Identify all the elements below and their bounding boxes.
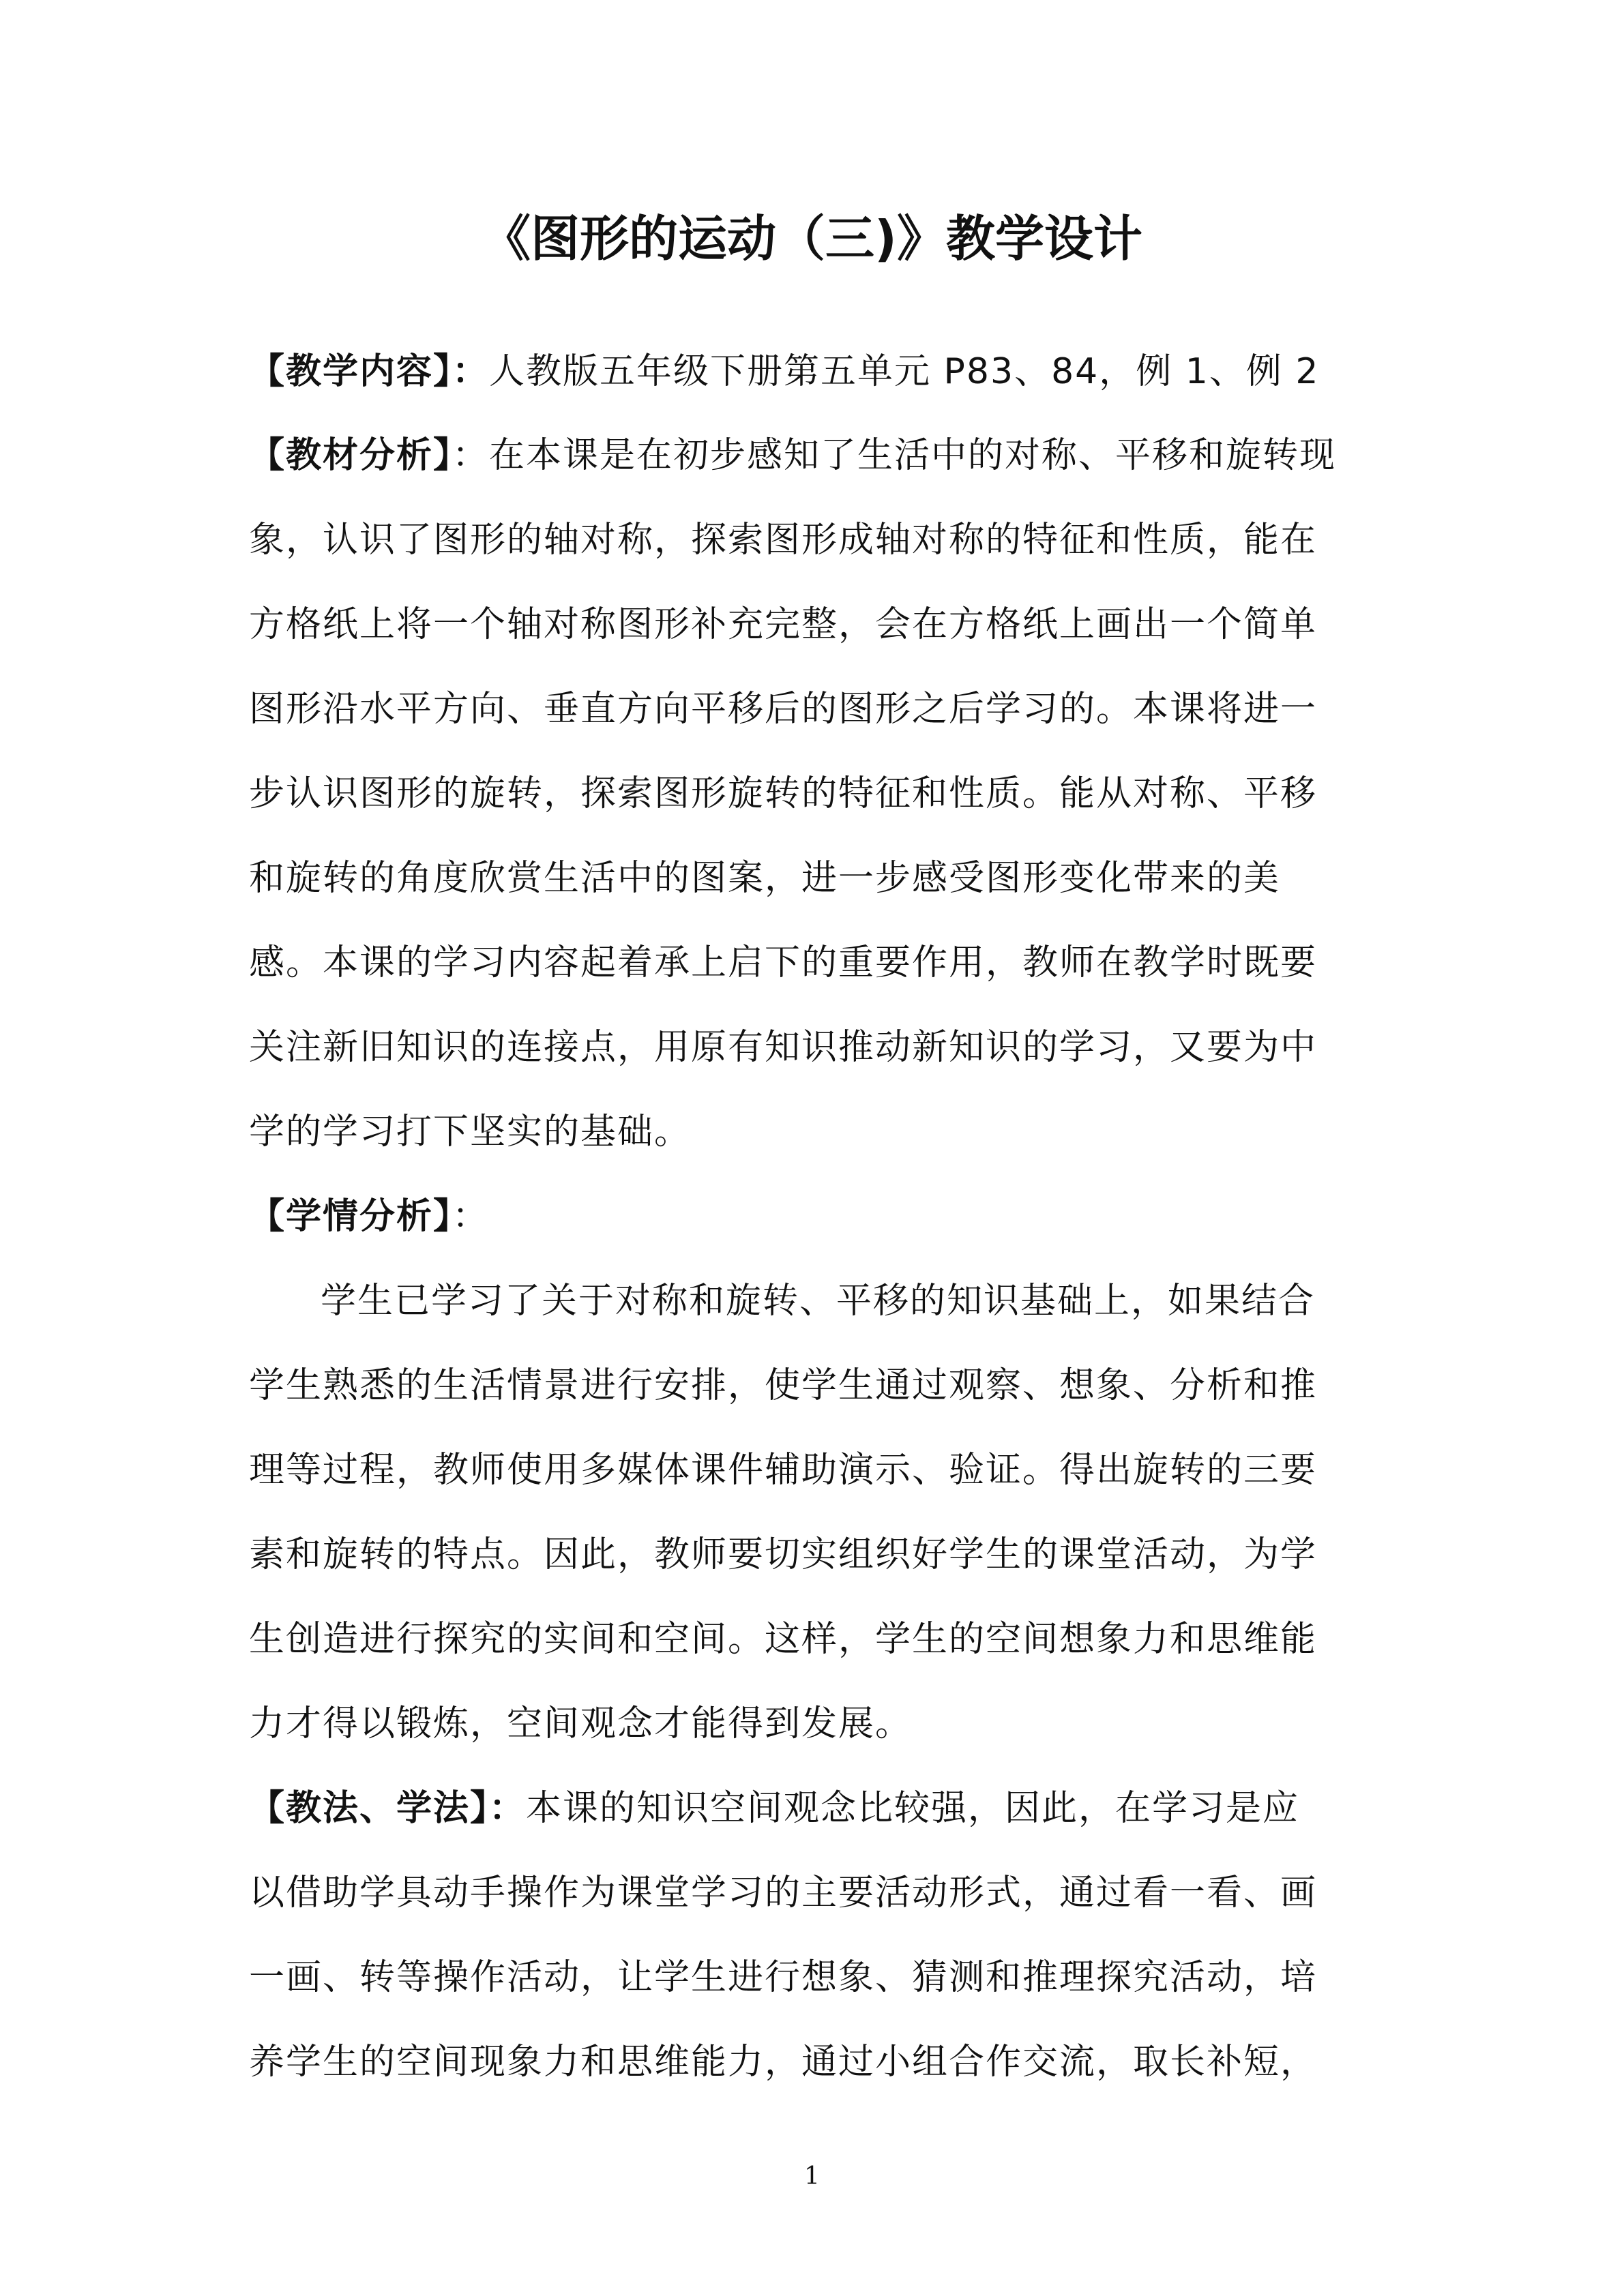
students-line-6: 力才得以锻炼，空间观念才能得到发展。: [249, 1703, 913, 1744]
methods-label: 【教法、学法】: [249, 1788, 490, 1829]
students-line-1: 学生已学习了关于对称和旋转、平移的知识基础上，如果结合: [321, 1281, 1316, 1322]
methods-text-1: 本课的知识空间观念比较强，因此，在学习是应: [526, 1788, 1300, 1829]
methods-line-1: [249, 1781, 1299, 1836]
material-line-8: 关注新旧知识的连接点，用原有知识推动新知识的学习，又要为中: [249, 1027, 1318, 1068]
methods-line-3: 一画、转等操作活动，让学生进行想象、猜测和推理探究活动，培: [249, 1957, 1318, 1998]
material-line-6: 和旋转的角度欣赏生活中的图案，进一步感受图形变化带来的美: [249, 858, 1281, 899]
students-line-4: 素和旋转的特点。因此，教师要切实组织好学生的课堂活动，为学: [249, 1534, 1318, 1575]
methods-line-4: 养学生的空间现象力和思维能力，通过小组合作交流，取长补短，: [249, 2042, 1318, 2083]
material-text-1: 在本课是在初步感知了生活中的对称、平移和旋转现: [489, 435, 1337, 476]
content-separator: ：: [452, 351, 490, 392]
material-line-9: 学的学习打下坚实的基础。: [249, 1112, 692, 1152]
content-line-1: [249, 344, 1319, 399]
methods-line-2: 以借助学具动手操作为课堂学习的主要活动形式，通过看一看、画: [249, 1873, 1318, 1913]
material-line-1: [249, 428, 1336, 483]
students-line-5: 生创造进行探究的实间和空间。这样，学生的空间想象力和思维能: [249, 1619, 1318, 1660]
page-number: 1: [804, 2162, 820, 2190]
content-label: 【教学内容】: [249, 351, 453, 392]
document-title: 《图形的运动（三)》教学设计: [482, 210, 1142, 267]
material-line-3: 方格纸上将一个轴对称图形补充完整，会在方格纸上画出一个简单: [249, 604, 1318, 645]
content-text: 人教版五年级下册第五单元 P83、84，例 1、例 2: [489, 351, 1320, 392]
material-line-5: 步认识图形的旋转，探索图形旋转的特征和性质。能从对称、平移: [249, 773, 1318, 814]
students-label: 【学情分析】: [249, 1196, 453, 1237]
methods-separator: ：: [489, 1788, 527, 1829]
material-label: 【教材分析】: [249, 435, 453, 476]
students-heading: [249, 1189, 489, 1244]
material-line-7: 感。本课的学习内容起着承上启下的重要作用，教师在教学时既要: [249, 942, 1318, 983]
material-separator: ：: [452, 435, 490, 476]
students-separator: ：: [452, 1196, 490, 1237]
material-line-2: 象，认识了图形的轴对称，探索图形成轴对称的特征和性质，能在: [249, 520, 1318, 561]
material-line-4: 图形沿水平方向、垂直方向平移后的图形之后学习的。本课将进一: [249, 689, 1318, 730]
students-line-2: 学生熟悉的生活情景进行安排，使学生通过观察、想象、分析和推: [249, 1365, 1318, 1406]
students-line-3: 理等过程，教师使用多媒体课件辅助演示、验证。得出旋转的三要: [249, 1450, 1318, 1491]
